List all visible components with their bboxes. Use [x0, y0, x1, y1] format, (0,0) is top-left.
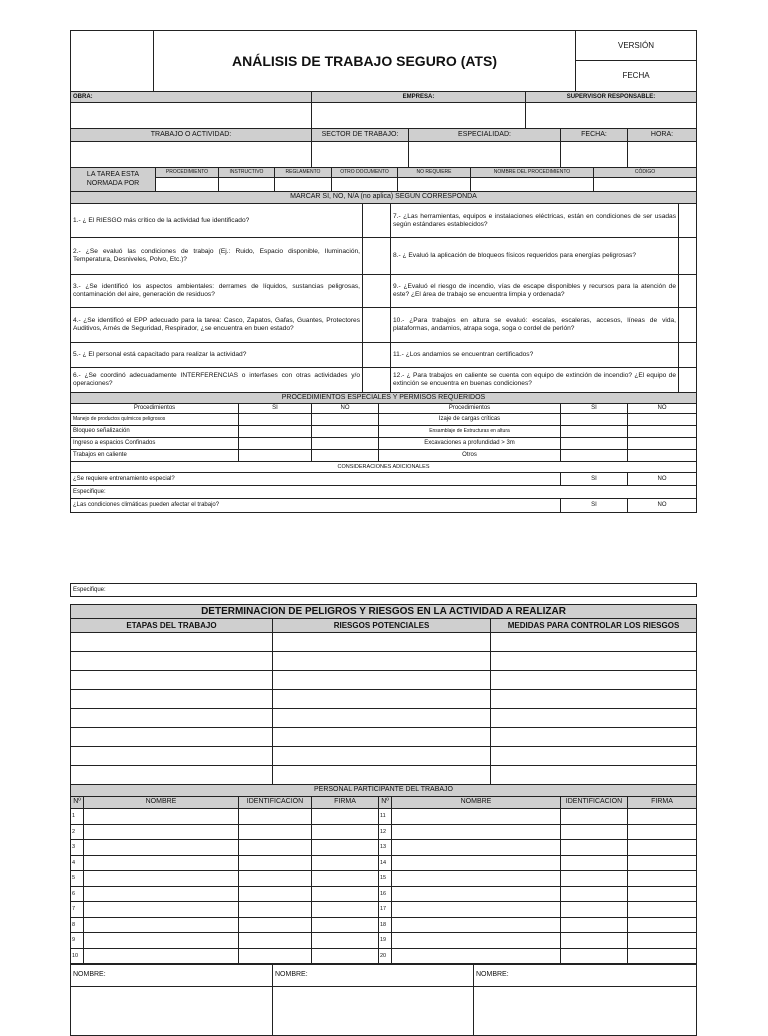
riesgo-cell[interactable] [272, 632, 491, 652]
personal-col-num-left: Nº [70, 796, 84, 809]
especifique-field[interactable]: Especifique: [70, 485, 697, 499]
fecha-label: FECHA: [560, 128, 628, 142]
personal-identificacion-cell[interactable] [238, 948, 312, 965]
personal-nombre-cell[interactable] [83, 917, 239, 934]
personal-nombre-cell[interactable] [391, 808, 561, 825]
riesgo-cell[interactable] [272, 746, 491, 766]
trabajo-label: TRABAJO O ACTIVIDAD: [70, 128, 312, 142]
normada-check-no-requiere[interactable] [397, 177, 471, 192]
etapa-cell[interactable] [70, 765, 273, 785]
medida-cell[interactable] [490, 689, 697, 709]
personal-col-id-left: IDENTIFICACIÓN [238, 796, 312, 809]
obra-label: OBRA: [70, 91, 312, 103]
question-12: 12.- ¿ Para trabajos en caliente se cuenta con equipo de extinción de incendio? ¿El equipo de extinción se encuentra en buenas condiciones? [390, 367, 679, 393]
medida-cell[interactable] [490, 651, 697, 671]
personal-nombre-cell[interactable] [83, 855, 239, 872]
proc-right-item: Ensamblaje de Estructuras en altura [378, 425, 561, 438]
personal-identificacion-cell[interactable] [560, 948, 628, 965]
personal-identificacion-cell[interactable] [238, 839, 312, 856]
fecha-field[interactable] [560, 141, 628, 168]
question-10: 10.- ¿Para trabajos en altura se evaluó: escalas, escaleras, accesos, líneas de vida, plataformas, andamios, atrapa soga, soga o cordel de perlón? [390, 307, 679, 343]
personal-identificacion-cell[interactable] [560, 932, 628, 949]
row-number: 14 [378, 855, 392, 872]
normada-col-nombre: NOMBRE DEL PROCEDIMIENTO [470, 167, 594, 178]
row-number: 12 [378, 824, 392, 841]
personal-identificacion-cell[interactable] [560, 917, 628, 934]
etapa-cell[interactable] [70, 651, 273, 671]
personal-identificacion-cell[interactable] [238, 855, 312, 872]
medida-cell[interactable] [490, 746, 697, 766]
personal-nombre-cell[interactable] [83, 808, 239, 825]
row-number: 20 [378, 948, 392, 965]
riesgo-cell[interactable] [272, 670, 491, 690]
medida-cell[interactable] [490, 670, 697, 690]
proc-left-item: Bloqueo señalización [70, 425, 239, 438]
question-12-answer[interactable] [678, 367, 697, 393]
personal-identificacion-cell[interactable] [238, 917, 312, 934]
question-5-answer[interactable] [362, 342, 391, 368]
especialidad-label: ESPECIALIDAD: [408, 128, 561, 142]
etapa-cell[interactable] [70, 632, 273, 652]
empresa-field[interactable] [311, 102, 526, 129]
firma-box-3[interactable] [473, 986, 697, 1036]
proc-right-item: Otros [378, 449, 561, 462]
peligros-col-medidas: MEDIDAS PARA CONTROLAR LOS RIESGOS [490, 618, 697, 633]
row-number: 16 [378, 886, 392, 903]
personal-nombre-cell[interactable] [83, 901, 239, 918]
personal-firma-cell[interactable] [627, 901, 697, 918]
row-number: 11 [378, 808, 392, 825]
personal-identificacion-cell[interactable] [560, 839, 628, 856]
medida-cell[interactable] [490, 708, 697, 728]
date-label: FECHA [575, 60, 697, 92]
question-4: 4.- ¿Se identificó el EPP adecuado para la tarea: Casco, Zapatos, Gafas, Guantes, Protectores Auditivos, Arnés de Seguridad, Respirador, ¿se encuentra en buen estado? [70, 307, 363, 343]
peligros-title: DETERMINACION DE PELIGROS Y RIESGOS EN LA ACTIVIDAD A REALIZAR [70, 604, 697, 619]
question-4-answer[interactable] [362, 307, 391, 343]
personal-nombre-cell[interactable] [83, 870, 239, 887]
obra-field[interactable] [70, 102, 312, 129]
personal-identificacion-cell[interactable] [560, 824, 628, 841]
row-number: 7 [70, 901, 84, 918]
firma-nombre-3[interactable]: NOMBRE: [473, 964, 697, 987]
personal-nombre-cell[interactable] [391, 839, 561, 856]
clima-si[interactable]: SI [560, 498, 628, 513]
row-number: 9 [70, 932, 84, 949]
question-6-answer[interactable] [362, 367, 391, 393]
proc-col-si-right: SI [560, 403, 628, 414]
row-number: 6 [70, 886, 84, 903]
personal-identificacion-cell[interactable] [560, 808, 628, 825]
row-number: 18 [378, 917, 392, 934]
question-9-answer[interactable] [678, 274, 697, 308]
personal-firma-cell[interactable] [627, 917, 697, 934]
question-10-answer[interactable] [678, 307, 697, 343]
personal-firma-cell[interactable] [627, 870, 697, 887]
hora-field[interactable] [627, 141, 697, 168]
question-6: 6.- ¿Se coordinó adecuadamente INTERFERENCIAS o interfases con otras actividades y/o operaciones? [70, 367, 363, 393]
normada-label: LA TAREA ESTA NORMADA POR [70, 167, 156, 192]
normada-codigo-field[interactable] [593, 177, 697, 192]
row-number: 5 [70, 870, 84, 887]
medida-cell[interactable] [490, 765, 697, 785]
question-2-answer[interactable] [362, 237, 391, 275]
riesgo-cell[interactable] [272, 765, 491, 785]
personal-identificacion-cell[interactable] [238, 932, 312, 949]
personal-col-id-right: IDENTIFICACION [560, 796, 628, 809]
normada-col-reglamento: REGLAMENTO [274, 167, 332, 178]
empresa-label: EMPRESA: [311, 91, 526, 103]
peligros-col-etapas: ETAPAS DEL TRABAJO [70, 618, 273, 633]
entrenamiento-si[interactable]: SI [560, 472, 628, 486]
question-3: 3.- ¿Se identificó los aspectos ambientales: derrames de líquidos, sustancias peligrosas, contaminación del aire, generación de residuos? [70, 274, 363, 308]
personal-nombre-cell[interactable] [391, 870, 561, 887]
row-number: 2 [70, 824, 84, 841]
row-number: 4 [70, 855, 84, 872]
row-number: 10 [70, 948, 84, 965]
etapa-cell[interactable] [70, 727, 273, 747]
personal-nombre-cell[interactable] [83, 824, 239, 841]
etapa-cell[interactable] [70, 670, 273, 690]
normada-col-procedimiento: PROCEDIMIENTO [155, 167, 219, 178]
question-7-answer[interactable] [678, 203, 697, 238]
normada-check-reglamento[interactable] [274, 177, 332, 192]
consideraciones-title: CONSIDERACIONES ADICIONALES [70, 461, 697, 473]
row-number: 1 [70, 808, 84, 825]
medida-cell[interactable] [490, 727, 697, 747]
marcar-instruction: MARCAR SI, NO, N/A (no aplica) SEGÚN CORRESPONDA [70, 191, 697, 204]
personal-firma-cell[interactable] [311, 948, 379, 965]
personal-nombre-cell[interactable] [391, 886, 561, 903]
normada-col-codigo: CÓDIGO [593, 167, 697, 178]
personal-firma-cell[interactable] [311, 901, 379, 918]
especialidad-field[interactable] [408, 141, 561, 168]
row-number: 8 [70, 917, 84, 934]
proc-left-item: Ingreso a espacios Confinados [70, 437, 239, 450]
personal-nombre-cell[interactable] [83, 948, 239, 965]
personal-identificacion-cell[interactable] [238, 901, 312, 918]
personal-nombre-cell[interactable] [391, 932, 561, 949]
version-label: VERSIÓN [575, 30, 697, 61]
proc-left-item: Manejo de productos químicos peligrosos [70, 413, 239, 426]
personal-col-nombre-left: NOMBRE [83, 796, 239, 809]
normada-col-instructivo: INSTRUCTIVO [218, 167, 275, 178]
especifique-field-2[interactable]: Especifique: [70, 583, 697, 597]
hora-label: HORA: [627, 128, 697, 142]
personal-identificacion-cell[interactable] [238, 870, 312, 887]
personal-nombre-cell[interactable] [391, 917, 561, 934]
question-7: 7.- ¿Las herramientas, equipos e instalaciones eléctricas, están en condiciones de ser usadas según estándares establecidos? [390, 203, 679, 238]
question-11: 11.- ¿Los andamios se encuentran certificados? [390, 342, 679, 368]
normada-check-otro[interactable] [331, 177, 398, 192]
personal-identificacion-cell[interactable] [238, 824, 312, 841]
personal-firma-cell[interactable] [627, 886, 697, 903]
supervisor-label: SUPERVISOR RESPONSABLE: [525, 91, 697, 103]
normada-check-procedimiento[interactable] [155, 177, 219, 192]
proc-left-item: Trabajos en caliente [70, 449, 239, 462]
personal-firma-cell[interactable] [311, 855, 379, 872]
personal-firma-cell[interactable] [311, 917, 379, 934]
personal-identificacion-cell[interactable] [560, 855, 628, 872]
question-9: 9.- ¿Evaluó el riesgo de incendio, vías de escape disponibles y recursos para la atención de este? ¿El área de trabajo se encuentra limpia y ordenada? [390, 274, 679, 308]
proc-right-item: Izaje de cargas críticas [378, 413, 561, 426]
etapa-cell[interactable] [70, 746, 273, 766]
question-5: 5.- ¿ El personal está capacitado para realizar la actividad? [70, 342, 363, 368]
entrenamiento-question: ¿Se requiere entrenamiento especial? [70, 472, 561, 486]
personal-firma-cell[interactable] [311, 870, 379, 887]
proc-col-si-left: SI [238, 403, 312, 414]
etapa-cell[interactable] [70, 708, 273, 728]
logo-box [70, 30, 154, 92]
riesgo-cell[interactable] [272, 727, 491, 747]
personal-firma-cell[interactable] [627, 948, 697, 965]
trabajo-field[interactable] [70, 141, 312, 168]
riesgo-cell[interactable] [272, 689, 491, 709]
row-number: 19 [378, 932, 392, 949]
personal-title: PERSONAL PARTICIPANTE DEL TRABAJO [70, 784, 697, 797]
personal-firma-cell[interactable] [311, 932, 379, 949]
riesgo-cell[interactable] [272, 651, 491, 671]
etapa-cell[interactable] [70, 689, 273, 709]
personal-nombre-cell[interactable] [83, 932, 239, 949]
row-number: 3 [70, 839, 84, 856]
firma-box-1[interactable] [70, 986, 273, 1036]
sector-label: SECTOR DE TRABAJO: [311, 128, 409, 142]
personal-identificacion-cell[interactable] [238, 808, 312, 825]
row-number: 17 [378, 901, 392, 918]
personal-col-num-right: Nº [378, 796, 392, 809]
personal-identificacion-cell[interactable] [560, 870, 628, 887]
personal-nombre-cell[interactable] [391, 948, 561, 965]
normada-check-instructivo[interactable] [218, 177, 275, 192]
proc-col-no-right: NO [627, 403, 697, 414]
question-8-answer[interactable] [678, 237, 697, 275]
personal-firma-cell[interactable] [627, 932, 697, 949]
medida-cell[interactable] [490, 632, 697, 652]
personal-firma-cell[interactable] [627, 839, 697, 856]
question-3-answer[interactable] [362, 274, 391, 308]
normada-col-no-requiere: NO REQUIERE [397, 167, 471, 178]
personal-col-firma-right: FIRMA [627, 796, 697, 809]
clima-question: ¿Las condiciones climáticas pueden afectar el trabajo? [70, 498, 561, 513]
riesgo-cell[interactable] [272, 708, 491, 728]
question-1: 1.- ¿ El RIESGO más crítico de la actividad fue identificado? [70, 203, 363, 238]
entrenamiento-no[interactable]: NO [627, 472, 697, 486]
question-2: 2.- ¿Se evaluó las condiciones de trabajo (Ej.: Ruido, Espacio disponible, Iluminación, Temperatura, Desniveles, Polvo, Etc.)? [70, 237, 363, 275]
form-title: ANÁLISIS DE TRABAJO SEGURO (ATS) [153, 30, 576, 92]
personal-nombre-cell[interactable] [391, 901, 561, 918]
personal-firma-cell[interactable] [311, 824, 379, 841]
personal-col-firma-left: FIRMA [311, 796, 379, 809]
supervisor-field[interactable] [525, 102, 697, 129]
personal-nombre-cell[interactable] [391, 824, 561, 841]
proc-right-item: Excavaciones a profundidad > 3m [378, 437, 561, 450]
proc-col-no-left: NO [311, 403, 379, 414]
sector-field[interactable] [311, 141, 409, 168]
clima-no[interactable]: NO [627, 498, 697, 513]
normada-col-otro: OTRO DOCUMENTO [331, 167, 398, 178]
personal-firma-cell[interactable] [311, 839, 379, 856]
question-1-answer[interactable] [362, 203, 391, 238]
personal-identificacion-cell[interactable] [560, 886, 628, 903]
row-number: 15 [378, 870, 392, 887]
personal-nombre-cell[interactable] [83, 886, 239, 903]
personal-firma-cell[interactable] [627, 824, 697, 841]
personal-firma-cell[interactable] [311, 886, 379, 903]
question-11-answer[interactable] [678, 342, 697, 368]
personal-firma-cell[interactable] [311, 808, 379, 825]
proc-col-right: Procedimientos [378, 403, 561, 414]
personal-nombre-cell[interactable] [83, 839, 239, 856]
personal-firma-cell[interactable] [627, 808, 697, 825]
firma-box-2[interactable] [272, 986, 474, 1036]
personal-identificacion-cell[interactable] [560, 901, 628, 918]
proc-col-left: Procedimientos [70, 403, 239, 414]
personal-identificacion-cell[interactable] [238, 886, 312, 903]
peligros-col-riesgos: RIESGOS POTENCIALES [272, 618, 491, 633]
personal-col-nombre-right: NOMBRE [391, 796, 561, 809]
firma-nombre-1[interactable]: NOMBRE: [70, 964, 273, 987]
personal-nombre-cell[interactable] [391, 855, 561, 872]
firma-nombre-2[interactable]: NOMBRE: [272, 964, 474, 987]
personal-firma-cell[interactable] [627, 855, 697, 872]
question-8: 8.- ¿ Evaluó la aplicación de bloqueos físicos requeridos para energías peligrosas? [390, 237, 679, 275]
normada-nombre-field[interactable] [470, 177, 594, 192]
row-number: 13 [378, 839, 392, 856]
procedimientos-title: PROCEDIMIENTOS ESPECIALES Y PERMISOS REQUERIDOS [70, 392, 697, 404]
